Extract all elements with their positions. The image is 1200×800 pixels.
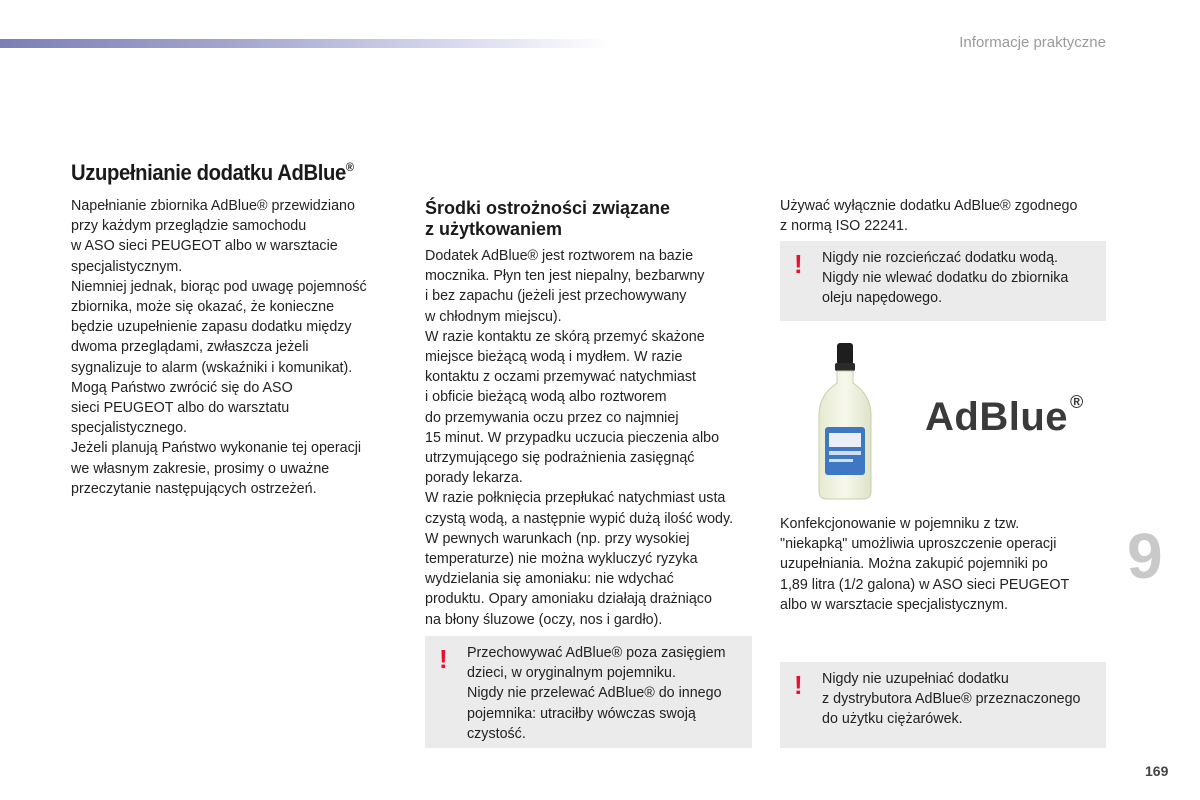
text-line: 1,89 litra (1/2 galona) w ASO sieci PEUGEOT bbox=[780, 576, 1070, 593]
text-line: na błony śluzowe (oczy, nos i gardło). bbox=[425, 611, 663, 628]
text-line: przy każdym przeglądzie samochodu bbox=[71, 218, 307, 235]
warning-line: Nigdy nie przelewać AdBlue® do innego bbox=[467, 685, 722, 702]
text-line: Napełnianie zbiornika AdBlue® przewidziano bbox=[71, 198, 355, 214]
warning-icon: ! bbox=[794, 670, 803, 700]
text-line: miejsce bieżącą wodą i mydłem. W razie bbox=[425, 349, 683, 366]
warning-line: pojemnika: utraciłby wówczas swoją bbox=[467, 705, 696, 722]
text-line: we własnym zakresie, prosimy o uważne bbox=[71, 460, 330, 477]
warning-line: Nigdy nie uzupełniać dodatku bbox=[822, 671, 1009, 687]
text-line: przeczytanie następujących ostrzeżeń. bbox=[71, 480, 317, 497]
text-line: i bez zapachu (jeżeli jest przechowywany bbox=[425, 288, 687, 305]
usage-intro bbox=[780, 196, 1110, 236]
warning-line: dzieci, w oryginalnym pojemniku. bbox=[467, 665, 676, 682]
heading-line: Środki ostrożności związane bbox=[425, 198, 671, 218]
packaging-text bbox=[780, 514, 1110, 615]
warning-box-truck-pump bbox=[780, 662, 1106, 748]
text-line: "niekapką" umożliwia uproszczenie operacji bbox=[780, 536, 1057, 553]
text-line: albo w warsztacie specjalistycznym. bbox=[780, 596, 1009, 613]
page-title-text: Uzupełnianie dodatku AdBlue bbox=[71, 160, 346, 185]
text-line: 15 minut. W przypadku uczucia pieczenia albo bbox=[425, 429, 720, 446]
text-line: zbiornika, może się okazać, że konieczne bbox=[71, 299, 335, 316]
adblue-bottle-image bbox=[815, 343, 875, 501]
text-line: Mogą Państwo zwrócić się do ASO bbox=[71, 379, 293, 396]
text-line: porady lekarza. bbox=[425, 470, 523, 487]
heading-line: z użytkowaniem bbox=[425, 219, 563, 239]
chapter-number: 9 bbox=[1127, 520, 1163, 592]
warning-line: oleju napędowego. bbox=[822, 290, 943, 307]
warning-line: Nigdy nie wlewać dodatku do zbiornika bbox=[822, 270, 1069, 287]
warning-box-storage bbox=[425, 636, 752, 748]
logo-registered-mark: ® bbox=[1070, 392, 1084, 412]
text-line: z normą ISO 22241. bbox=[780, 218, 908, 235]
text-line: sieci PEUGEOT albo do warsztatu bbox=[71, 400, 290, 417]
precautions-column bbox=[425, 246, 755, 630]
warning-icon: ! bbox=[794, 249, 803, 279]
text-line: do przemywania oczu przez co najmniej bbox=[425, 409, 679, 426]
text-line: Niemniej jednak, biorąc pod uwagę pojemność bbox=[71, 278, 367, 295]
warning-line: do użytku ciężarówek. bbox=[822, 711, 963, 728]
warning-line: Nigdy nie rozcieńczać dodatku wodą. bbox=[822, 250, 1059, 266]
page-number: 169 bbox=[1145, 763, 1169, 779]
text-line: w ASO sieci PEUGEOT albo w warsztacie bbox=[71, 238, 338, 255]
text-line: W razie połknięcia przepłukać natychmiast usta bbox=[425, 490, 726, 507]
text-line: mocznika. Płyn ten jest niepalny, bezbarwny bbox=[425, 268, 705, 285]
text-line: Używać wyłącznie dodatku AdBlue® zgodnego bbox=[780, 198, 1078, 214]
intro-column bbox=[71, 196, 401, 499]
text-line: temperaturze) nie można wykluczyć ryzyka bbox=[425, 551, 698, 568]
text-line: utrzymującego się podrażnienia zasięgnąć bbox=[425, 450, 695, 467]
text-line: specjalistycznego. bbox=[71, 420, 188, 437]
warning-line: czystość. bbox=[467, 725, 526, 742]
text-line: w chłodnym miejscu). bbox=[425, 308, 562, 325]
adblue-logo bbox=[925, 392, 1084, 440]
text-line: W razie kontaktu ze skórą przemyć skażone bbox=[425, 328, 705, 345]
text-line: i obficie bieżącą wodą albo roztworem bbox=[425, 389, 667, 406]
text-line: będzie uzupełnienie zapasu dodatku między bbox=[71, 319, 352, 336]
page-title bbox=[71, 160, 354, 186]
text-line: kontaktu z oczami przemywać natychmiast bbox=[425, 369, 696, 386]
warning-icon: ! bbox=[439, 644, 448, 674]
text-line: Konfekcjonowanie w pojemniku z tzw. bbox=[780, 516, 1020, 532]
warning-box-dilution bbox=[780, 241, 1106, 321]
warning-line: Przechowywać AdBlue® poza zasięgiem bbox=[467, 645, 726, 661]
warning-line: z dystrybutora AdBlue® przeznaczonego bbox=[822, 691, 1081, 708]
precautions-heading bbox=[425, 198, 670, 240]
text-line: Dodatek AdBlue® jest roztworem na bazie bbox=[425, 248, 694, 264]
text-line: Jeżeli planują Państwo wykonanie tej operacji bbox=[71, 440, 362, 457]
text-line: specjalistycznym. bbox=[71, 258, 183, 275]
header-color-bar bbox=[0, 39, 610, 48]
text-line: uzupełniania. Można zakupić pojemniki po bbox=[780, 556, 1048, 573]
registered-mark: ® bbox=[345, 160, 354, 174]
logo-text: AdBlue bbox=[925, 395, 1068, 439]
section-title: Informacje praktyczne bbox=[959, 34, 1106, 51]
text-line: dwoma przeglądami, zwłaszcza jeżeli bbox=[71, 339, 309, 356]
text-line: sygnalizuje to alarm (wskaźniki i komunikat). bbox=[71, 359, 353, 376]
text-line: W pewnych warunkach (np. przy wysokiej bbox=[425, 530, 690, 547]
text-line: wydzielania się amoniaku: nie wdychać bbox=[425, 571, 674, 588]
text-line: produktu. Opary amoniaku działają drażniąco bbox=[425, 591, 712, 608]
text-line: czystą wodą, a następnie wypić dużą ilość wody. bbox=[425, 510, 734, 527]
